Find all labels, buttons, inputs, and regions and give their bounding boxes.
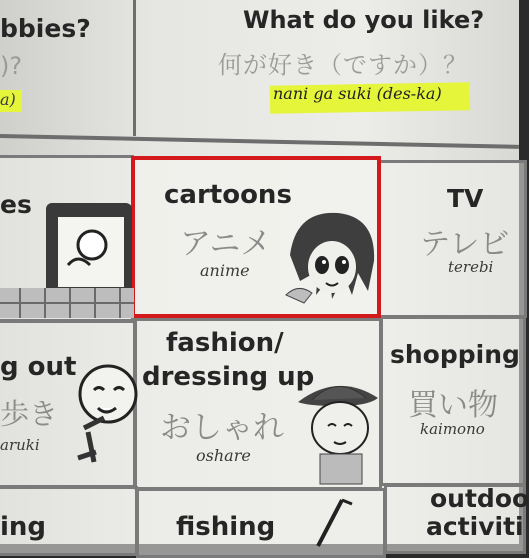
shopping-label: shopping — [390, 340, 520, 369]
eating-boy-drawing — [68, 358, 138, 478]
bottom-left-label: ing — [0, 512, 47, 542]
header-left-question: bbies? — [0, 14, 91, 43]
outdoor-label-line1: outdoo — [430, 484, 529, 513]
header-romaji: nani ga suki (des-ka) — [273, 84, 442, 103]
fashion-label-line2: dressing up — [142, 362, 315, 392]
tv-japanese: テレビ — [420, 227, 510, 262]
cartoons-japanese: アニメ — [180, 226, 272, 262]
header-left-japanese: )? — [0, 52, 23, 80]
fashion-romaji: oshare — [196, 446, 251, 465]
fashion-label-line1: fashion/ — [166, 328, 284, 358]
shopping-japanese: 買い物 — [408, 388, 498, 423]
header-japanese: 何が好き（ですか）？ — [218, 51, 468, 79]
checker-floor-drawing — [0, 288, 134, 318]
going-out-japanese: 歩き — [0, 397, 59, 431]
going-out-romaji: aruki — [0, 436, 40, 454]
header-bottom-rule — [0, 134, 519, 149]
header-left-romaji: a) — [0, 90, 16, 109]
header-divider-vertical — [133, 0, 136, 136]
header-question: What do you like? — [243, 6, 485, 34]
anime-girl-drawing — [282, 205, 378, 313]
tv-romaji: terebi — [448, 258, 494, 276]
left-top-label: es — [0, 190, 32, 219]
outdoor-label-line2: activiti — [426, 512, 524, 541]
tv-label: TV — [447, 184, 484, 213]
cartoons-romaji: anime — [200, 261, 250, 280]
cartoons-label: cartoons — [164, 180, 292, 210]
hat-person-drawing — [292, 370, 382, 486]
fashion-japanese: おしゃれ — [160, 410, 284, 446]
going-out-label: g out — [0, 352, 77, 382]
shopping-romaji: kaimono — [420, 420, 485, 438]
fishing-label: fishing — [176, 512, 276, 542]
fishing-rod-drawing — [306, 494, 356, 546]
